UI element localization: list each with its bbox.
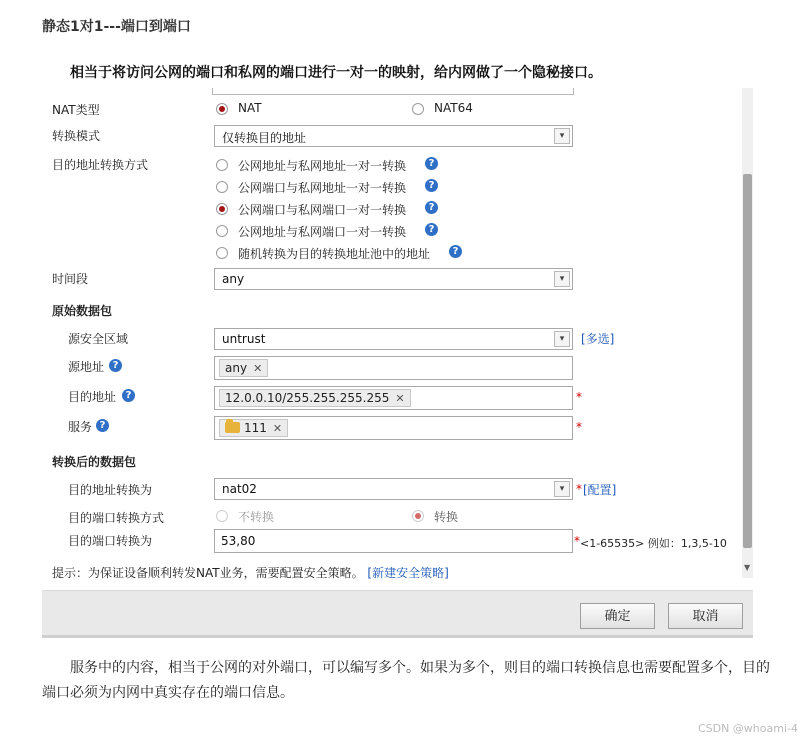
- chevron-down-icon[interactable]: ▾: [554, 481, 570, 497]
- translated-dst-addr-label: 目的地址转换为: [68, 483, 153, 497]
- help-icon[interactable]: ?: [425, 179, 438, 192]
- port-method-label: 目的端口转换方式: [68, 511, 165, 525]
- time-range-label: 时间段: [52, 272, 89, 286]
- original-packet-section-title: 原始数据包: [52, 304, 113, 318]
- dest-method-option-2[interactable]: 公网端口与私网地址一对一转换: [238, 181, 407, 195]
- help-icon[interactable]: ?: [425, 157, 438, 170]
- nat-type-label: NAT类型: [52, 103, 100, 117]
- src-zone-value: untrust: [222, 332, 266, 346]
- dst-addr-field[interactable]: [214, 386, 573, 410]
- port-method-radio-no[interactable]: [216, 510, 228, 522]
- help-icon[interactable]: ?: [449, 245, 462, 258]
- scrollbar-thumb[interactable]: [743, 174, 752, 548]
- required-mark: *: [576, 482, 582, 496]
- dst-addr-chip: 12.0.0.10/255.255.255.255 ✕: [219, 389, 411, 407]
- configure-link[interactable]: [配置]: [583, 483, 617, 497]
- time-range-select[interactable]: [214, 268, 573, 290]
- multi-select-link[interactable]: [多选]: [581, 332, 615, 346]
- nat-type-option-nat[interactable]: NAT: [238, 101, 262, 115]
- port-method-option-no[interactable]: 不转换: [238, 510, 275, 524]
- help-icon[interactable]: ?: [425, 223, 438, 236]
- nat-type-radio-nat64[interactable]: [412, 103, 424, 115]
- nat-type-option-nat64[interactable]: NAT64: [434, 101, 473, 115]
- dst-port-hint: <1-65535> 例如：1,3,5-10: [580, 537, 727, 550]
- time-range-value: any: [222, 272, 245, 286]
- dialog-bottom-border: [42, 635, 753, 638]
- dest-method-radio-5[interactable]: [216, 247, 228, 259]
- service-field[interactable]: [214, 416, 573, 440]
- article-paragraph: 服务中的内容，相当于公网的对外端口，可以编写多个。如果为多个，则目的端口转换信息也需要配置多个，目的端口必须为内网中真实存在的端口信息。: [42, 660, 770, 701]
- nat-type-radio-nat[interactable]: [216, 103, 228, 115]
- dst-addr-label: 目的地址: [68, 390, 117, 404]
- port-method-option-yes[interactable]: 转换: [434, 510, 459, 524]
- dest-method-radio-2[interactable]: [216, 181, 228, 193]
- dest-method-radio-4[interactable]: [216, 225, 228, 237]
- src-addr-chip: any ✕: [219, 359, 268, 377]
- scrollbar[interactable]: [742, 88, 753, 578]
- dst-port-value: 53,80: [221, 534, 256, 548]
- dest-method-option-4[interactable]: 公网地址与私网端口一对一转换: [238, 225, 407, 239]
- required-mark: *: [576, 420, 582, 434]
- required-mark: *: [576, 390, 582, 404]
- article-lead: 相当于将访问公网的端口和私网的端口进行一对一的映射，给内网做了一个隐秘接口。: [70, 65, 602, 81]
- chevron-down-icon[interactable]: ▾: [554, 128, 570, 144]
- chevron-down-icon[interactable]: ▾: [554, 331, 570, 347]
- port-method-radio-yes[interactable]: [412, 510, 424, 522]
- conversion-mode-select[interactable]: [214, 125, 573, 147]
- dest-method-radio-3[interactable]: [216, 203, 228, 215]
- src-zone-select[interactable]: [214, 328, 573, 350]
- dest-method-option-1[interactable]: 公网地址与私网地址一对一转换: [238, 159, 407, 173]
- translated-dst-addr-value: nat02: [222, 482, 257, 496]
- dest-method-option-5[interactable]: 随机转换为目的转换地址池中的地址: [238, 247, 431, 261]
- tip-text: 提示：为保证设备顺利转发NAT业务，需要配置安全策略。: [52, 566, 364, 580]
- service-label: 服务: [68, 420, 93, 434]
- cancel-button[interactable]: 取消: [668, 603, 743, 629]
- required-mark: *: [574, 534, 580, 548]
- truncated-top-field[interactable]: [212, 88, 574, 95]
- article-heading: 静态1对1---端口到端口: [42, 19, 191, 35]
- help-icon[interactable]: ?: [425, 201, 438, 214]
- dest-method-option-3[interactable]: 公网端口与私网端口一对一转换: [238, 203, 407, 217]
- dialog-footer: [42, 590, 753, 638]
- dest-method-label: 目的地址转换方式: [52, 158, 149, 172]
- ok-button[interactable]: 确定: [580, 603, 655, 629]
- remove-icon[interactable]: ✕: [395, 392, 405, 405]
- folder-icon: [225, 422, 240, 433]
- conversion-mode-label: 转换模式: [52, 129, 101, 143]
- service-chip: 111 ✕: [219, 419, 288, 437]
- translated-dst-addr-select[interactable]: [214, 478, 573, 500]
- help-icon[interactable]: ?: [109, 359, 122, 372]
- remove-icon[interactable]: ✕: [272, 422, 283, 435]
- new-security-policy-link[interactable]: [新建安全策略]: [367, 566, 449, 580]
- remove-icon[interactable]: ✕: [253, 362, 263, 375]
- src-zone-label: 源安全区域: [68, 332, 129, 346]
- dst-port-label: 目的端口转换为: [68, 534, 153, 548]
- translated-packet-section-title: 转换后的数据包: [52, 455, 137, 469]
- help-icon[interactable]: ?: [96, 419, 109, 432]
- dest-method-radio-1[interactable]: [216, 159, 228, 171]
- conversion-mode-value: 仅转换目的地址: [222, 131, 307, 145]
- help-icon[interactable]: ?: [122, 389, 135, 402]
- src-addr-label: 源地址: [68, 360, 105, 374]
- watermark: CSDN @whoami-4: [697, 722, 798, 735]
- dst-port-input[interactable]: [214, 529, 573, 553]
- tip-text-row: [52, 564, 449, 581]
- src-addr-field[interactable]: [214, 356, 573, 380]
- scroll-down-arrow-icon[interactable]: ▼: [744, 563, 751, 572]
- nat-policy-dialog: [42, 88, 753, 638]
- chevron-down-icon[interactable]: ▾: [554, 271, 570, 287]
